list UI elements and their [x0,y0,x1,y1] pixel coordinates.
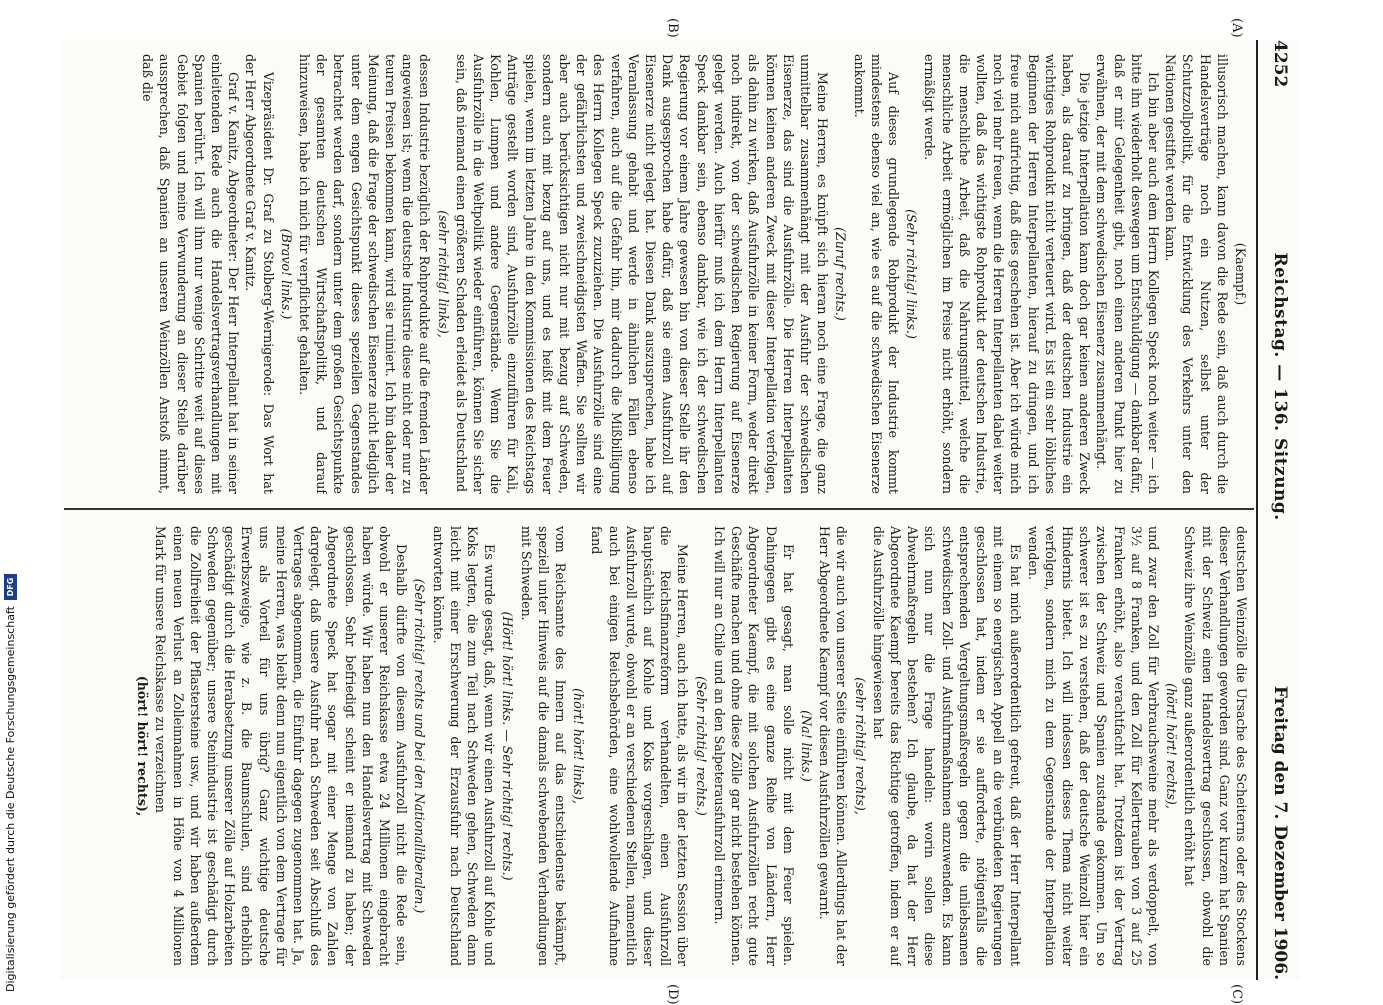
paragraph: Meine Herren, auch ich hatte, als wir in der letzten Session über die Reichsfinanzreform verhandelten, einen Ausfuhrzoll hauptsächlich auf Kohle und Koks vorgeschlagen, und dieser Ausfuhrzoll wurde, obwohl er an verschiedenen Stellen, namentlich auch bei einigen Reichsbehörden, eine wohlwollende Aufnahme fand [589,526,691,966]
paragraph: Ich bin aber auch dem Herrn Kollegen Speck noch weiter — ich bitte ihn wiederholt deswegen um Entschuldigung — dankbar dafür, daß er mir Gelegenheit gibt, noch einen anderen Punkt hier zu erwähnen, der mit dem schwedischen Eisenerz zusammenhängt. [1094,54,1161,494]
margin-marker-b: (B) [665,18,680,38]
paragraph: Es hat mich außerordentlich gefreut, daß der Herr Interpellant mit einem so energischen Appell an die verbündeten Regierungen geschlossen hat, indem er sie aufforderte, nötigenfalls die entsprechenden Vergeltungsmaßregeln gegen die unliebsamen schwedischen Zoll- und Ausfuhrmaßnahmen anzuwenden. Es kann sich nun nur die Frage handeln: worin sollen diese Abwehrmaßregeln bestehen? Ich glaube, da hat der Herr Abgeordnete Kaempf bereits das Richtige getroffen, indem er auf die Ausfuhrzölle hingewiesen hat [870,526,1024,966]
paragraph: Er hat gesagt, man solle nicht mit dem Feuer spielen. Dahingegen gibt es eine ganze Reihe von Ländern, Herr Abgeordneter Kaempf, die mit solchen Ausfuhrzöllen recht gute Geschäfte machen und ohne diese Zölle gar nicht bestehen können. Ich will nur an Chile und an den Salpeterausfuhrzoll erinnern. [711,526,796,966]
reaction: (sehr richtig! rechts), [852,677,868,815]
running-title: Reichstag. — 136. Sitzung. [1270,252,1290,521]
paragraph: Es wurde gesagt, daß, wenn wir einen Ausfuhrzoll auf Kohle und Koks legten, die zum Teil nach Schweden gehen, Schweden dann leicht mit einer Erschwerung der Erzausfuhr nach Deutschland antworten könnte. [430,526,498,966]
reaction: (Sehr richtig! rechts.) [693,676,709,816]
paragraph: dessen Industrie bezüglich der Rohprodukte auf die fremden Länder angewiesen ist; wenn die deutsche Industrie diese nicht oder nur zu teuren Preisen bekommen kann, wird sie ruiniert. Ich bin daher der Meinung, daß die Frage der schwedischen Eisenerze nicht lediglich unter dem engen Gesichtspunkt dieses speziellen Gegenstandes betrachtet werden darf, sondern unter dem großen Gesichtspunkte der gesamten deutschen Wirtschaftspolitik, und darauf hinzuweisen, habe ich mich für verpflichtet gehalten. [297,54,433,494]
header-rule [1256,40,1258,980]
reaction: (Bravo! links.) [278,228,294,320]
dfg-logo-icon: DFG [4,574,17,600]
paragraph: deutschen Weinzölle die Ursache des Scheiterns oder des Stockens dieser Verhandlungen geworden sind. Ganz vor kurzem hat Spanien mit der Schweiz einen Handelsvertrag geschlossen, obwohl die Schweiz ihre Weinzölle ganz außerordentlich erhöht hat [1182,526,1249,966]
paragraph: und zwar den Zoll für Verbrauchsweine mehr als verdoppelt, von 3½ auf 8 Franken, und den Zoll für Kellertrauben von 3 auf 25 Franken erhöht, also verachtfacht hat. Trotzdem ist der Vertrag zwischen der Schweiz und Spanien zustande gekommen. Um so schwerer ist es zu verstehen, daß der deutsche Weinzoll hier ein Hindernis bietet. Ich will indessen dieses Thema nicht weiter verfolgen, sondern mich zu dem Gegenstande der Interpellation wenden. [1025,526,1161,966]
right-column [70,526,1250,966]
column-divider [64,508,1254,510]
reaction: (hört! hört! rechts), [135,675,151,817]
paragraph: Meine Herren, es knüpft sich hieran noch eine Frage, die ganz unmittelbar zusammenhängt mit der Ausfuhr der schwedischen Eisenerze, das sind die Ausfuhrzölle. Die Herren Interpellanten können keinen anderen Zweck mit dieser Interpellation verfolgen, als dahin zu wirken, daß Ausfuhrzölle in keiner Form, weder direkt noch indirekt, von der schwedischen Regierung auf Eisenerze gelegt werden. Auch hierfür muß ich dem Herrn Interpellanten Speck dankbar sein, ebenso dankbar, wie ich der schwedischen Regierung vor einem Jahre gewesen bin von dieser Stelle ihr den Dank ausgesprochen habe dafür, daß sie einen Ausfuhrzoll auf Eisenerze nicht gelegt hat. Diesen Dank auszusprechen, habe ich Veranlassung gehabt und werde in ähnlichen Fällen ebenso verfahren, auch auf die Gefahr hin, mir dadurch die Mißbilligung des Herrn Kollegen Speck zuzuziehen. Die Ausfuhrzölle sind eine der gefährlichsten und zweischneidigsten Waffen. Sie sollten wir aber auch berücksichtigen nicht nur mit bezug auf Schweden, sondern auch mit bezug auf uns, und es heißt mit dem Feuer spielen, wenn im letzten Jahre in den Kommissionen des Reichstags Anträge gestellt worden sind, Ausfuhrzölle einzuführen für Kali, Kohlen, Lumpen und andere Gegenstände. Wenn Sie die Ausfuhrzölle in die Weltpolitik wieder einführen, können Sie sicher sein, daß niemand einen größeren Schaden erleidet als Deutschland [453,54,831,494]
paragraph: Deshalb dürfte von diesem Ausfuhrzoll nicht die Rede sein, obwohl er unserer Reichskasse etwa 24 Millionen eingebracht haben würde. Wir haben nun den Handelsvertrag mit Schweden geschlossen. Sehr befriedigt scheint er niemand zu haben; der Abgeordnete Speck hat sogar mit einer Menge von Zahlen dargelegt, daß unsere Ausfuhr nach Schweden seit Abschluß des Vertrages abgenommen, die Einfuhr dagegen zugenommen hat. Ja, meine Herren, was bleibt denn nun eigentlich von dem Vertrage für uns als Vorteil für uns übrig? Ganz wichtige deutsche Erwerbszweige, wie z. B. die Baumschulen, sind erheblich geschädigt durch die Herabsetzung unserer Zölle auf Holzarbeiten Schweden gegenüber; unsere Steinindustrie ist geschädigt durch die Zollfreiheit der Pflastersteine usw., und wir haben außerdem einen neuen Verlust an Zolleinnahmen in Höhe von 4 Millionen Mark für unsere Reichskasse zu verzeichnen [153,526,410,966]
paragraph: illusorisch machen, kann davon die Rede sein, daß auch durch die Handelsverträge noch ein Nutzen, selbst unter der Schutzzollpolitik, für die Entwicklung des Verkehrs unter den Nationen gestiftet werden kann. [1163,54,1230,494]
reaction: (Na! links.) [798,710,814,782]
digitization-credit [4,574,17,992]
reaction: (Hört! hört! links. — Sehr richtig! rechts.) [500,611,516,881]
reaction: (hört! hört! links), [571,688,587,804]
margin-marker-d: (D) [665,984,680,1005]
session-date: Freitag den 7. Dezember 1906. [1270,685,1290,980]
page-number: 4252 [1270,40,1290,88]
margin-marker-a: (A) [1229,18,1244,38]
reaction: (Zuruf rechts.) [833,227,849,321]
speaker-tag: (Kaempf.) [1233,242,1248,306]
left-column [70,54,1250,494]
credit-text: Digitalisierung gefördert durch die Deutsche Forschungsgemeinschaft [4,606,17,992]
reaction: (hört! hört! rechts), [1164,683,1180,809]
page-header [1260,40,1300,980]
paragraph: vom Reichsamte des Innern auf das entschiedenste bekämpft, speziell unter Hinweis auf die damals schwebenden Verhandlungen mit Schweden. [518,526,569,966]
margin-marker-c: (C) [1229,984,1244,1005]
paragraph: Auf dieses grundlegende Rohprodukt der Industrie kommt mindestens ebenso viel an, wie es auf die schwedischen Eisenerze ankommt. [851,54,901,494]
paragraph: Graf v. Kanitz, Abgeordneter: Der Herr Interpellant hat in seiner einleitenden Rede auch die Handelsvertragsverhandlungen mit Spanien berührt. Ich will ihm nur wenige Schritte weit auf dieses Gebiet folgen und meine Verwunderung an dieser Stelle darüber aussprechen, daß Spanien an unseren Weinzöllen Anstoß nimmt, daß die [140,54,242,494]
reaction: (sehr richtig! links), [435,210,451,338]
reaction: (Sehr richtig! rechts und bei den Nationalliberalen.) [412,578,428,914]
scanned-page [60,18,1300,1005]
reaction: (Sehr richtig! links.) [904,209,920,339]
presiding-officer-line: Vizepräsident Dr. Graf zu Stolberg-Wernigerode: Das Wort hat der Herr Abgeordnete Graf v. Kanitz. [243,54,276,494]
paragraph: Die jetzige Interpellation kann doch gar keinen anderen Zweck haben, als darauf zu bringen, daß der deutschen Industrie ein wichtiges Rohprodukt nicht verteuert wird. Es ist ein sehr löbliches Beginnen der Herren Interpellanten, hierauf zu dringen, und ich freue mich aufrichtig, daß dies geschehen ist. Aber ich würde mich noch viel mehr freuen, wenn die Herren Interpellanten dabei weiter wollten, daß das wichtigste Rohprodukt der deutschen Industrie, die menschliche Arbeit, daß die Nahrungsmittel, welche die menschliche Arbeit ermöglichen im Preise nicht erhöht, sondern ermäßigt werde. [922,54,1093,494]
paragraph: die wir auch von unserer Seite einführen können. Allerdings hat der Herr Abgeordnete Kaempf vor diesen Ausfuhrzöllen gewarnt. [817,526,850,966]
